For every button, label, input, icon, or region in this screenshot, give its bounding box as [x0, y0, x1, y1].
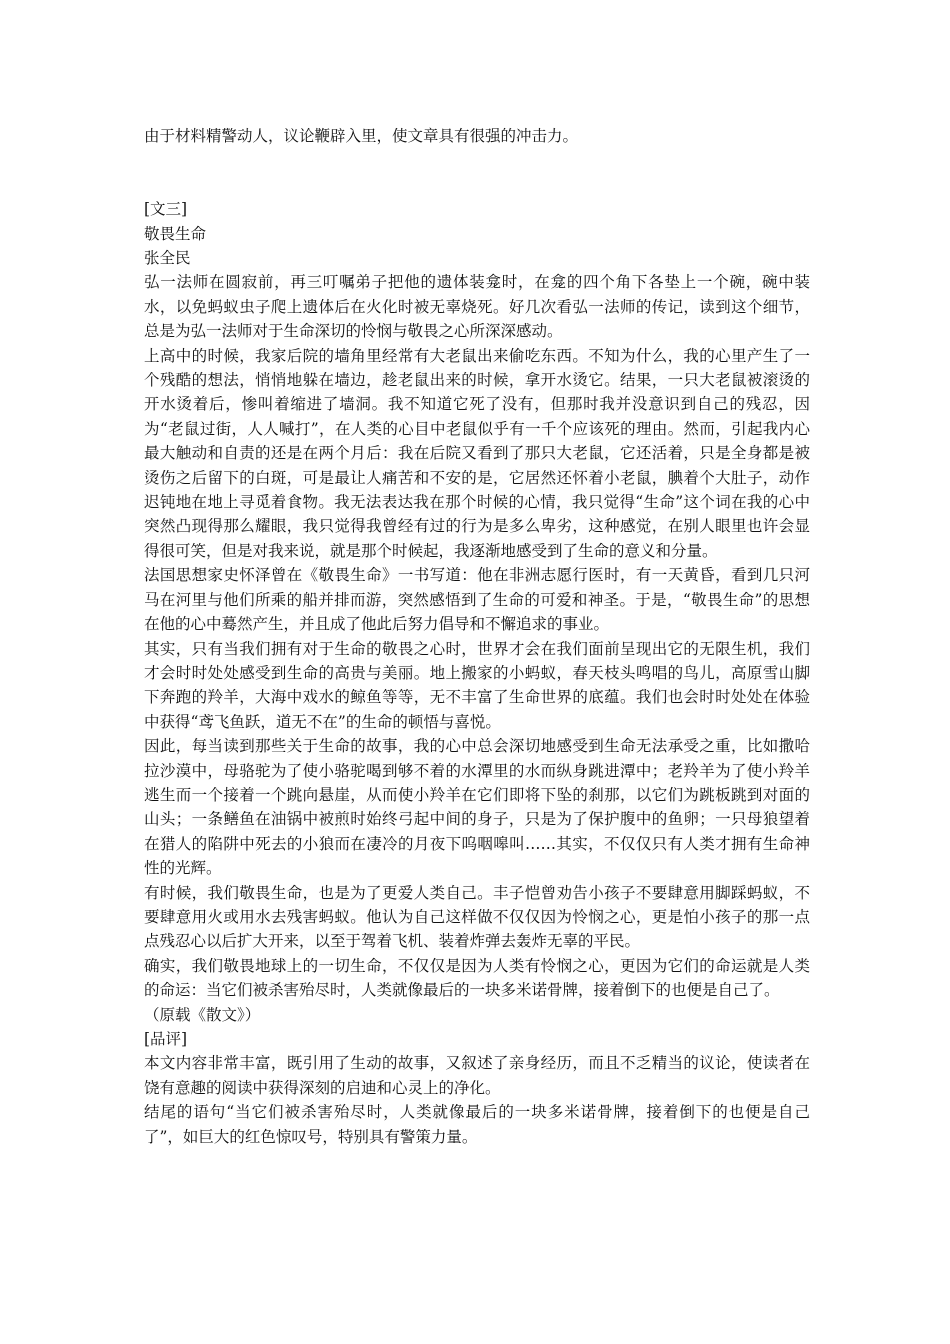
body-paragraph: 其实，只有当我们拥有对于生命的敬畏之心时，世界才会在我们面前呈现出它的无限生机，我们才会时时处处感受到生命的高贵与美丽。地上搬家的小蚂蚁，春天枝头鸣唱的鸟儿，高原雪山脚下奔跑的羚羊，大海中戏水的鲸鱼等等，无不丰富了生命世界的底蕴。我们也会时时处处在体验中获得“鸢飞鱼跃，道无不在”的生命的顿悟与喜悦。 [144, 639, 810, 731]
article-title: 敬畏生命 [144, 224, 207, 243]
body-paragraph: 弘一法师在圆寂前，再三叮嘱弟子把他的遗体装龛时，在龛的四个角下各垫上一个碗，碗中装水，以免蚂蚁虫子爬上遗体后在火化时被无辜烧死。好几次看弘一法师的传记，读到这个细节，总是为弘一法师对于生命深切的怜悯与敬畏之心所深深感动。 [144, 273, 810, 341]
review-marker: [品评] [144, 1030, 188, 1048]
blank-line [144, 173, 810, 197]
section-marker: [文三] [144, 200, 188, 219]
blank-line [144, 148, 810, 172]
article-author: 张全民 [144, 249, 191, 267]
body-paragraph: 上高中的时候，我家后院的墙角里经常有大老鼠出来偷吃东西。不知为什么，我的心里产生了一个残酷的想法，悄悄地躲在墙边，趁老鼠出来的时候，拿开水烫它。结果，一只大老鼠被滚烫的开水烫着后，惨叫着缩进了墙洞。我不知道它死了没有，但那时我并没意识到自己的残忍，因为“老鼠过街，人人喊打”，在人类的心目中老鼠似乎有一千个应该死的理由。然而，引起我内心最大触动和自责的还是在两个月后：我在后院又看到了那只大老鼠，它还活着，只是全身都是被烫伤之后留下的白斑，可是最让人痛苦和不安的是，它居然还怀着小老鼠，腆着个大肚子，动作迟钝地在地上寻觅着食物。我无法表达我在那个时候的心情，我只觉得“生命”这个词在我的心中突然凸现得那么耀眼，我只觉得我曾经有过的行为是多么卑劣，这种感觉，在别人眼里也许会显得很可笑，但是对我来说，就是那个时候起，我逐渐地感受到了生命的意义和分量。 [144, 346, 810, 560]
body-paragraph: 因此，每当读到那些关于生命的故事，我的心中总会深切地感受到生命无法承受之重，比如撒哈拉沙漠中，母骆驼为了使小骆驼喝到够不着的水潭里的水而纵身跳进潭中；老羚羊为了使小羚羊逃生而一个接着一个跳向悬崖，从而使小羚羊在它们即将下坠的刹那，以它们为跳板跳到对面的山头；一条鳝鱼在油锅中被煎时始终弓起中间的身子，只是为了保护腹中的鱼卵；一只母狼望着在猎人的陷阱中死去的小狼而在凄冷的月夜下呜咽嗥叫……其实，不仅仅只有人类才拥有生命神性的光辉。 [144, 737, 810, 878]
review-paragraph: 结尾的语句“当它们被杀害殆尽时，人类就像最后的一块多米诺骨牌，接着倒下的也便是自己了”，如巨大的红色惊叹号，特别具有警策力量。 [144, 1103, 810, 1146]
review-paragraph: 本文内容非常丰富，既引用了生动的故事，又叙述了亲身经历，而且不乏精当的议论，使读者在饶有意趣的阅读中获得深刻的启迪和心灵上的净化。 [144, 1054, 810, 1097]
body-paragraph: 有时候，我们敬畏生命，也是为了更爱人类自己。丰子恺曾劝告小孩子不要肆意用脚踩蚂蚁，不要肆意用火或用水去残害蚂蚁。他认为自己这样做不仅仅因为怜悯之心，更是怕小孩子的那一点点残忍心以后扩大开来，以至于驾着飞机、装着炸弹去轰炸无辜的平民。 [144, 883, 810, 951]
source-note: （原载《散文》） [144, 1005, 261, 1024]
body-paragraph: 法国思想家史怀泽曾在《敬畏生命》一书写道：他在非洲志愿行医时，有一天黄昏，看到几只河马在河里与他们所乘的船并排而游，突然感悟到了生命的可爱和神圣。于是，“敬畏生命”的思想在他的心中蓦然产生，并且成了他此后努力倡导和不懈追求的事业。 [144, 566, 810, 634]
document-body [144, 124, 810, 1149]
intro-line: 由于材料精警动人，议论鞭辟入里，使文章具有很强的冲击力。 [144, 127, 579, 145]
body-paragraph: 确实，我们敬畏地球上的一切生命，不仅仅是因为人类有怜悯之心，更因为它们的命运就是人类的命运：当它们被杀害殆尽时，人类就像最后的一块多米诺骨牌，接着倒下的也便是自己了。 [144, 956, 810, 1000]
